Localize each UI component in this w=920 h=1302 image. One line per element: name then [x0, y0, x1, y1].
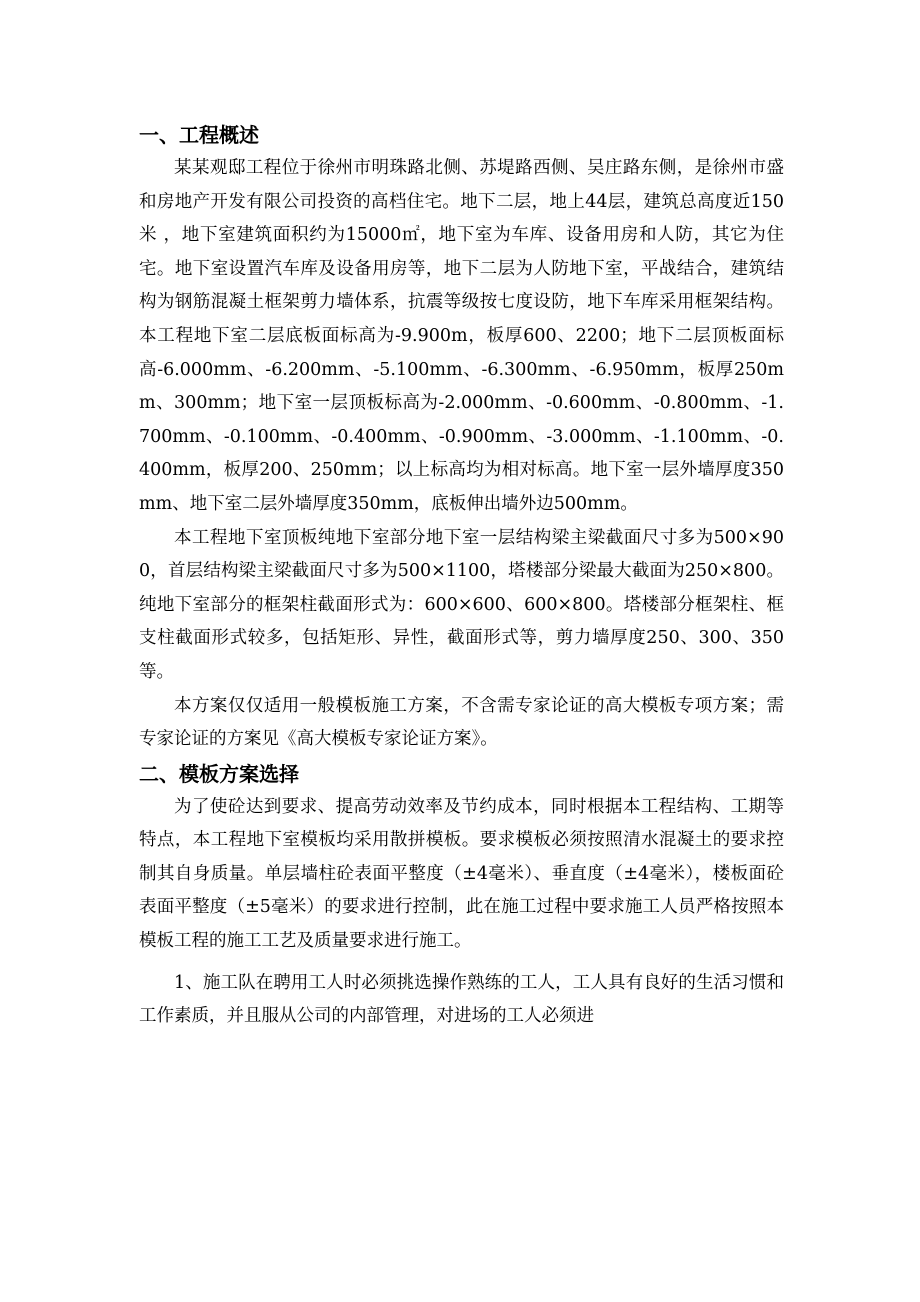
- paragraph-formwork-requirements: 为了使砼达到要求、提高劳动效率及节约成本，同时根据本工程结构、工期等特点，本工程地下室模板均采用散拼模板。要求模板必须按照清水混凝土的要求控制其自身质量。单层墙柱砼表面平整度（±4毫米）、垂直度（±4毫米），楼板面砼表面平整度（±5毫米）的要求进行控制，此在施工过程中要求施工人员严格按照本模板工程的施工工艺及质量要求进行施工。: [139, 796, 784, 952]
- section-heading-formwork-selection: 二、模板方案选择: [139, 761, 299, 786]
- paragraph-project-location: 某某观邸工程位于徐州市明珠路北侧、苏堤路西侧、吴庄路东侧，是徐州市盛和房地产开发有限公司投资的高档住宅。地下二层，地上44层，建筑总高度近150米 ，地下室建筑面积约为15000㎡，地下室为车库、设备用房和人防，其它为住宅。地下室设置汽车库及设备用房等，地下二层为人防地下室，平战结合，建筑结构为钢筋混凝土框架剪力墙体系，抗震等级按七度设防，地下车库采用框架结构。本工程地下室二层底板面标高为-9.900m，板厚600、2200；地下二层顶板面标高-6.000mm、-6.200mm、-5.100mm、-6.300mm、-6.950mm，板厚250mm、300mm；地下室一层顶板标高为-2.000mm、-0.600mm、-0.800mm、-1.700mm、-0.100mm、-0.400mm、-0.900mm、-3.000mm、-1.100mm、-0.400mm，板厚200、250mm；以上标高均为相对标高。地下室一层外墙厚度350mm、地下室二层外墙厚度350mm，底板伸出墙外边500mm。: [139, 158, 784, 514]
- paragraph-worker-selection: 1、施工队在聘用工人时必须挑选操作熟练的工人，工人具有良好的生活习惯和工作素质，并且服从公司的内部管理，对进场的工人必须进: [139, 972, 784, 1027]
- paragraph-scope: 本方案仅仅适用一般模板施工方案，不含需专家论证的高大模板专项方案；需专家论证的方案见《高大模板专家论证方案》。: [139, 695, 784, 750]
- document-body: [139, 118, 784, 1034]
- section-heading-overview: 一、工程概述: [139, 123, 259, 147]
- paragraph-beam-sections: 本工程地下室顶板纯地下室部分地下室一层结构梁主梁截面尺寸多为500×900，首层结构梁主梁截面尺寸多为500×1100，塔楼部分梁最大截面为250×800。纯地下室部分的框架柱截面形式为：600×600、600×800。塔楼部分框架柱、框支柱截面形式较多，包括矩形、异性，截面形式等，剪力墙厚度250、300、350等。: [139, 527, 784, 682]
